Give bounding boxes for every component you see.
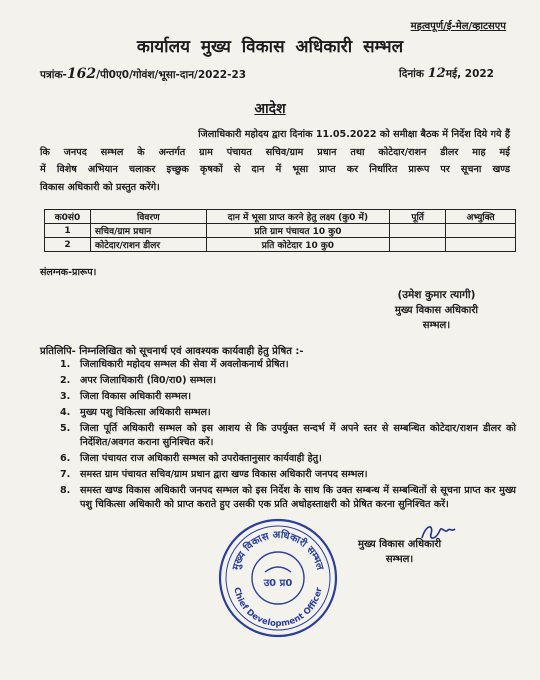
signatory-name: (उमेश कुमार त्यागी)	[397, 289, 476, 301]
enclosure-note: संलग्नक-प्रारूप।	[40, 267, 97, 278]
order-line: कि जनपद सम्भल के अन्तर्गत ग्राम पंचायत सचिव/ग्राम प्रधान तथा कोटेदार/राशन डीलर माह मई	[40, 146, 510, 158]
ref-suffix: /पी0ए0/गोवंश/भूसा-दान/2022-23	[96, 69, 247, 81]
signature-block-2	[358, 537, 441, 567]
order-heading: आदेश	[254, 101, 286, 117]
cell-fulfilment	[390, 238, 446, 252]
order-line: में विशेष अभियान चलाकर इच्छुक कृषकों से दान में भूसा प्राप्त कर निर्धारित प्रारूप पर सूचना खण्ड	[40, 164, 510, 176]
item-text: जिला पंचायत राज अधिकारी सम्भल को उपरोक्तानुसार कार्यवाही हेतु।	[80, 453, 322, 464]
signatory-place: सम्भल।	[422, 320, 451, 331]
office-title: कार्यालय मुख्य विकास अधिकारी सम्भल	[136, 37, 404, 57]
date-prefix: दिनांक	[399, 68, 424, 80]
header-fulfilment: पूर्ति	[390, 210, 446, 224]
order-line: विकास अधिकारी को प्रस्तुत करेंगे।	[40, 181, 160, 193]
table-header-row	[45, 210, 516, 224]
date-day: 12	[427, 66, 446, 81]
header-description: विवरण	[90, 210, 206, 224]
item-text: मुख्य पशु चिकित्सा अधिकारी सम्भल।	[80, 407, 211, 418]
list-item	[46, 422, 516, 450]
letter-date	[399, 66, 494, 81]
cell-description: सचिव/ग्राम प्रधान	[90, 224, 206, 238]
table-row	[45, 238, 516, 252]
item-number: 3.	[60, 391, 71, 402]
copy-to-heading: प्रतिलिपि- निम्नलिखित को सूचनार्थ एवं आवश्यक कार्यवाही हेतु प्रेषित :-	[40, 346, 304, 357]
cell-remarks	[446, 238, 516, 252]
ref-prefix: पत्रांक-	[40, 69, 67, 81]
signatory-designation-2: मुख्य विकास अधिकारी	[358, 539, 442, 550]
list-item	[46, 484, 516, 512]
cell-target: प्रति कोटेदार 10 कु0	[206, 238, 390, 252]
list-item	[46, 406, 516, 420]
copy-to-list	[46, 358, 516, 512]
target-table	[44, 209, 516, 252]
ref-number: 162	[66, 66, 97, 82]
list-item	[46, 358, 516, 372]
item-number: 4.	[60, 407, 71, 418]
table-row	[45, 224, 516, 238]
seal-center-text: उ0 प्र0	[263, 578, 293, 589]
list-item	[46, 452, 516, 466]
header-target: दान में भूसा प्राप्त करने हेतु लक्ष्य (कु0 में)	[206, 210, 390, 224]
seal-top-text: मुख्य विकास अधिकारी सम्भल	[230, 529, 326, 572]
cell-remarks	[446, 224, 516, 238]
item-text: समस्त खण्ड विकास अधिकारी जनपद सम्भल को इस निर्देश के साथ कि उक्त सम्बन्ध में सम्बन्धितों से सूचना प्राप्त कर मुख्य पशु चिकित्सा अधिकारी को प्राप्त कराते हुए उसकी एक प्रति अधोहस्ताक्षरी को प्रेषित करना सुनिश्चित करें।	[80, 485, 516, 510]
item-number: 8.	[60, 485, 71, 496]
item-number: 2.	[60, 375, 71, 386]
list-item	[46, 390, 516, 404]
header-serial: क0सं0	[45, 210, 91, 224]
item-text: अपर जिलाधिकारी (वि0/रा0) सम्भल।	[80, 375, 217, 386]
header-remarks: अभ्युक्ति	[446, 210, 516, 224]
office-seal	[216, 516, 340, 640]
cell-fulfilment	[390, 224, 446, 238]
list-item	[46, 374, 516, 388]
priority-note: महत्वपूर्ण/ई-मेल/व्हाटसएप	[410, 21, 506, 32]
cell-serial: 1	[45, 224, 91, 238]
signature-block	[395, 288, 478, 333]
item-number: 7.	[60, 469, 71, 480]
item-text: जिलाधिकारी महोदय सम्भल की सेवा में अवलोकनार्थ प्रेषित।	[80, 359, 289, 370]
order-line: जिलाधिकारी महोदय द्वारा दिनांक 11.05.2022 को समीक्षा बैठक में निर्देश दिये गये हैं	[198, 129, 510, 140]
item-number: 6.	[60, 453, 71, 464]
list-item	[46, 468, 516, 482]
letter-reference	[40, 66, 246, 82]
cell-description: कोटेदार/राशन डीलर	[90, 238, 206, 252]
seal-bottom-text: Chief Development Officer	[231, 586, 325, 630]
signatory-designation: मुख्य विकास अधिकारी	[394, 305, 478, 316]
cell-serial: 2	[45, 238, 91, 252]
item-number: 1.	[60, 359, 71, 370]
cell-target: प्रति ग्राम पंचायत 10 कु0	[206, 224, 390, 238]
date-suffix: मई, 2022	[445, 68, 494, 80]
signatory-place-2: सम्भल।	[385, 554, 414, 565]
item-text: जिला पूर्ति अधिकारी सम्भल को इस आशय से कि उपर्युक्त सन्दर्भ में अपने स्तर से सम्बन्धित कोटेदार/राशन डीलर को निर्देशित/अवगत कराना सुनिश्चित करें।	[80, 423, 516, 448]
item-number: 5.	[60, 423, 71, 434]
item-text: जिला विकास अधिकारी सम्भल।	[80, 391, 191, 402]
item-text: समस्त ग्राम पंचायत सचिव/ग्राम प्रधान द्वारा खण्ड विकास अधिकारी जनपद सम्भल।	[80, 469, 368, 480]
order-body	[40, 126, 510, 196]
